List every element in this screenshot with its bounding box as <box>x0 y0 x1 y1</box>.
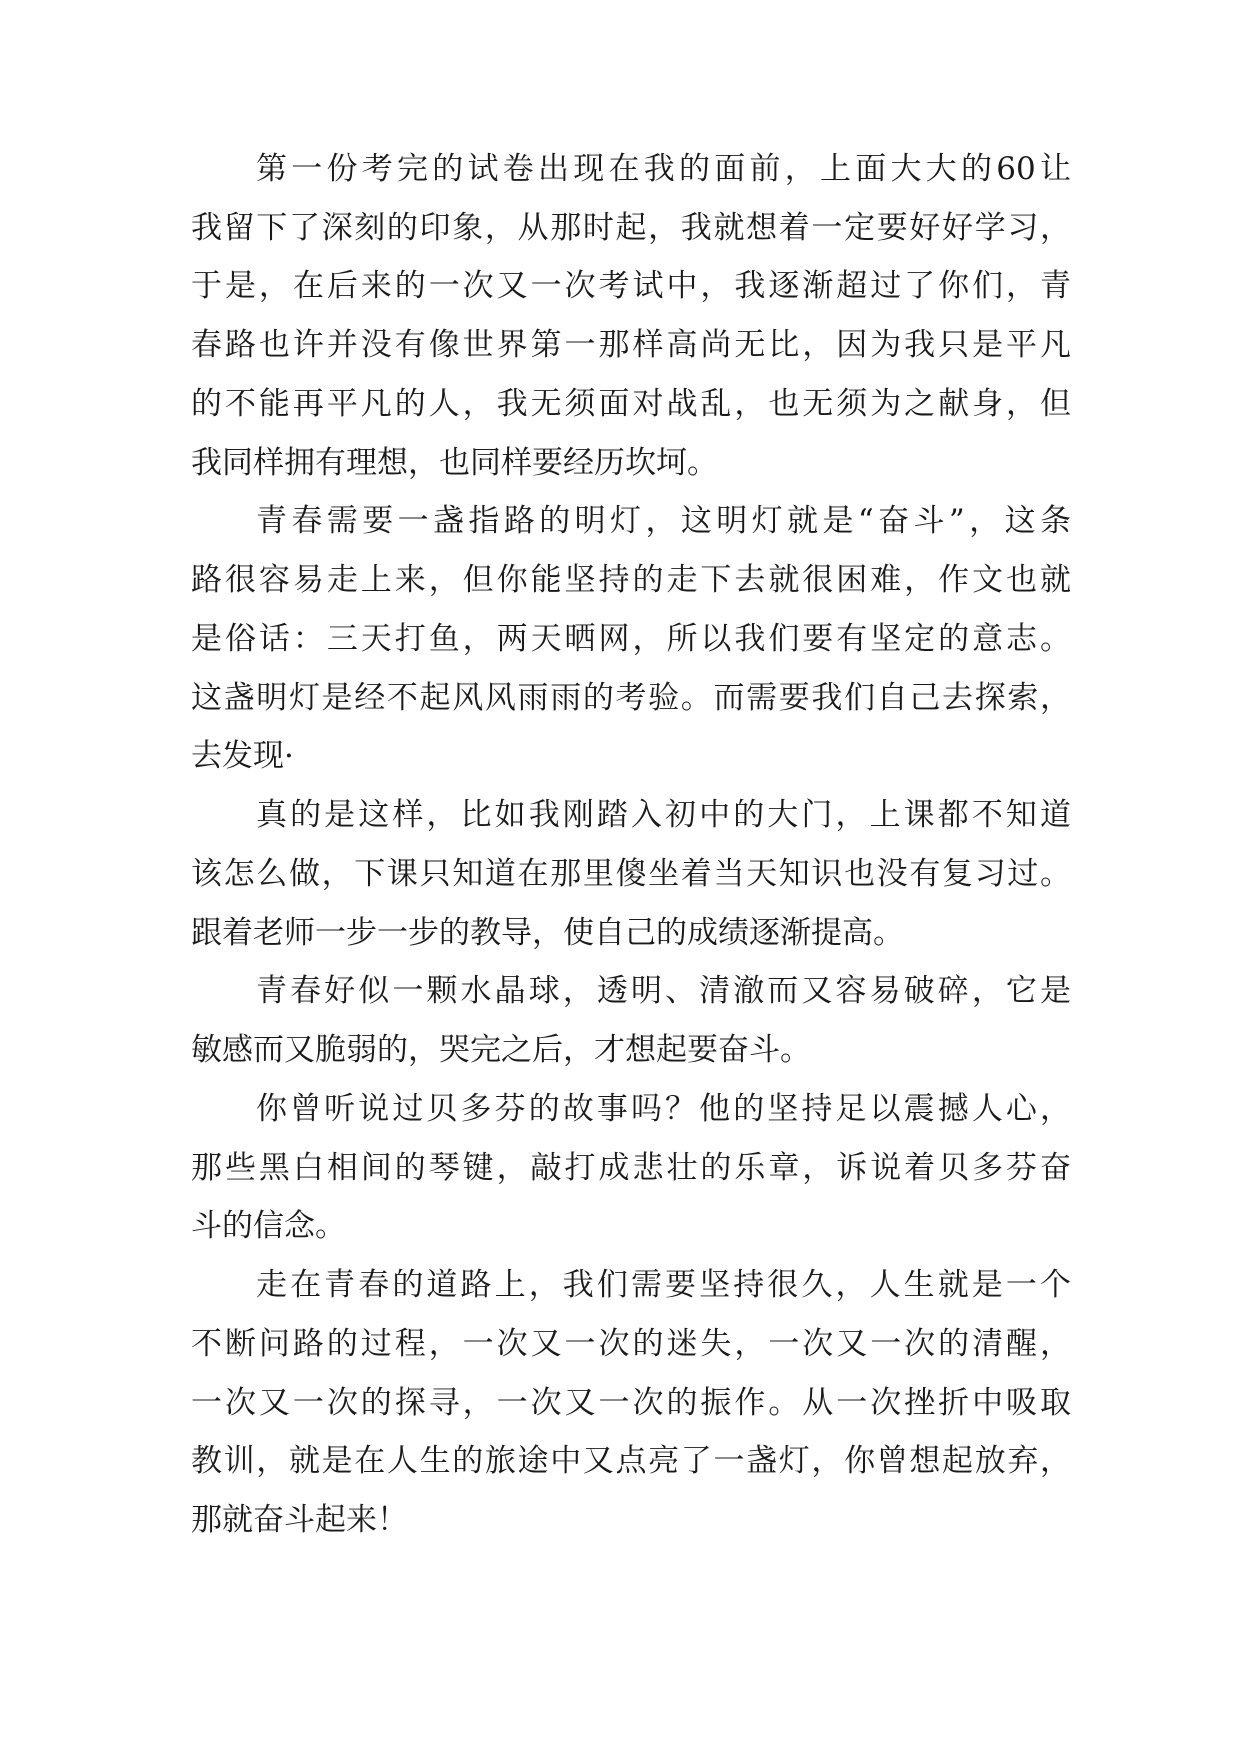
paragraph-2-line-4: 这盏明灯是经不起风风雨雨的考验。而需要我们自己去探索， <box>191 680 1071 716</box>
paragraph-5-line-1: 你曾听说过贝多芬的故事吗？他的坚持足以震撼人心， <box>256 1091 1071 1127</box>
paragraph-6-line-1: 走在青春的道路上，我们需要坚持很久，人生就是一个 <box>256 1267 1071 1303</box>
paragraph-2-line-1: 青春需要一盏指路的明灯，这明灯就是“奋斗”，这条 <box>256 503 1071 539</box>
paragraph-5-line-2: 那些黑白相间的琴键，敲打成悲壮的乐章，诉说着贝多芬奋 <box>191 1150 1071 1186</box>
paragraph-4-line-2: 敏感而又脆弱的，哭完之后，才想起要奋斗。 <box>191 1032 811 1068</box>
paragraph-4-line-1: 青春好似一颗水晶球，透明、清澈而又容易破碎，它是 <box>256 973 1071 1009</box>
paragraph-1-line-2: 我留下了深刻的印象，从那时起，我就想着一定要好好学习， <box>191 210 1071 246</box>
paragraph-1-line-5: 的不能再平凡的人，我无须面对战乱，也无须为之献身，但 <box>191 386 1071 422</box>
paragraph-6-line-3: 一次又一次的探寻，一次又一次的振作。从一次挫折中吸取 <box>191 1385 1071 1421</box>
paragraph-3-line-2: 该怎么做，下课只知道在那里傻坐着当天知识也没有复习过。 <box>191 856 1071 892</box>
paragraph-2-line-3: 是俗话：三天打鱼，两天晒网，所以我们要有坚定的意志。 <box>191 621 1071 657</box>
paragraph-1-line-4: 春路也许并没有像世界第一那样高尚无比，因为我只是平凡 <box>191 327 1071 363</box>
paragraph-3-line-1: 真的是这样，比如我刚踏入初中的大门，上课都不知道 <box>256 797 1071 833</box>
paragraph-5-line-3: 斗的信念。 <box>191 1208 346 1244</box>
paragraph-6-line-2: 不断问路的过程，一次又一次的迷失，一次又一次的清醒， <box>191 1326 1071 1362</box>
paragraph-2-line-5: 去发现· <box>191 738 294 774</box>
paragraph-1-line-3: 于是，在后来的一次又一次考试中，我逐渐超过了你们，青 <box>191 268 1071 304</box>
paragraph-1-line-6: 我同样拥有理想，也同样要经历坎坷。 <box>191 445 718 481</box>
paragraph-6-line-5: 那就奋斗起来！ <box>191 1502 408 1538</box>
paragraph-3-line-3: 跟着老师一步一步的教导，使自己的成绩逐渐提高。 <box>191 915 904 951</box>
paragraph-1-line-1: 第一份考完的试卷出现在我的面前，上面大大的60让 <box>256 151 1071 187</box>
paragraph-6-line-4: 教训，就是在人生的旅途中又点亮了一盏灯，你曾想起放弃， <box>191 1443 1071 1479</box>
paragraph-2-line-2: 路很容易走上来，但你能坚持的走下去就很困难，作文也就 <box>191 562 1071 598</box>
